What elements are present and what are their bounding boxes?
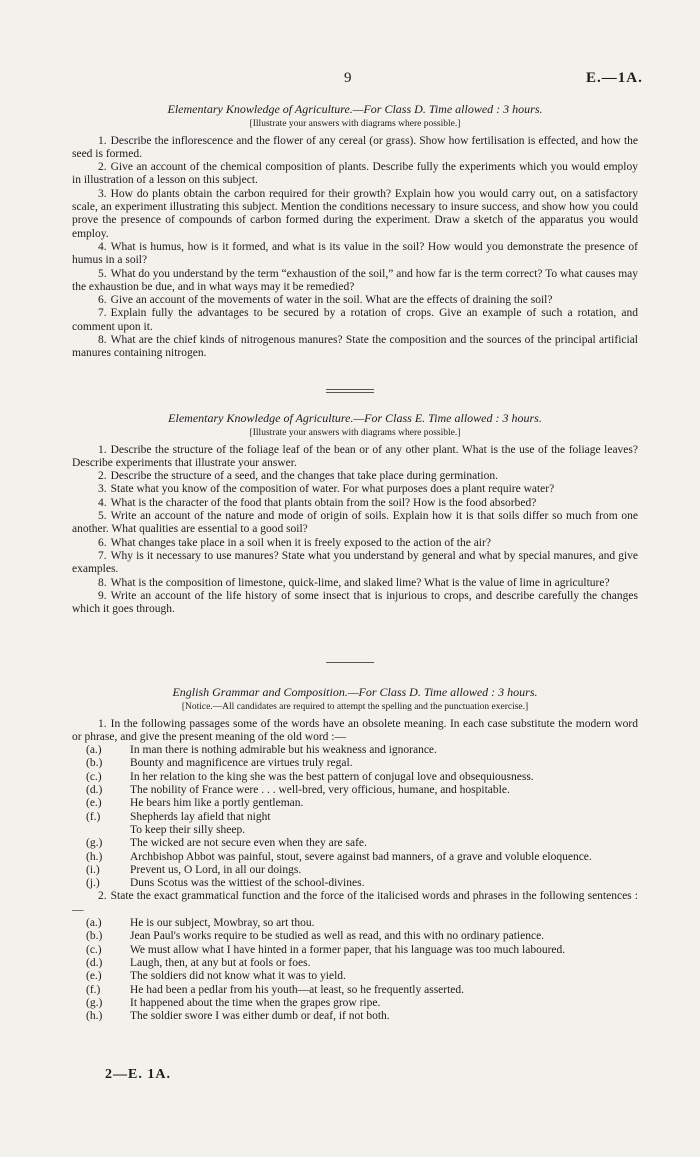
question [72,294,638,307]
question-text: In the following passages some of the words have an obsolete meaning. In each case substitute the modern word or phrase, and give the present meaning of the old word :— [72,717,638,743]
sub-item-text: It happened about the time when the grapes grow ripe. [130,996,381,1009]
section-title: Elementary Knowledge of Agriculture.—For Class E. Time allowed : 3 hours. [168,411,542,425]
question-text: What changes take place in a soil when it is freely exposed to the action of the air? [110,536,491,549]
sub-item [86,970,638,983]
question [72,161,638,188]
sub-item-label: (b.) [86,930,103,943]
sub-item-label: (b.) [86,757,103,770]
sub-item-text: The wicked are not secure even when they are safe. [130,837,367,850]
sub-item-text: Shepherds lay afield that night [130,810,271,823]
question [72,537,638,550]
print-signature: 2—E. 1A. [105,1067,171,1082]
question [72,577,638,590]
question-number: 5. [98,510,107,523]
question [72,550,638,577]
sub-item-text: In man there is nothing admirable but his weakness and ignorance. [130,744,437,757]
question [72,334,638,361]
sub-item-label: (e.) [86,797,102,810]
question-number: 7. [98,307,107,320]
sub-item-label: (j.) [86,877,100,890]
question [72,890,638,917]
sub-item-label: (i.) [86,863,100,876]
sub-item-label: (h.) [86,1010,103,1023]
question [72,718,638,745]
question-text: What do you understand by the term “exhaustion of the soil,” and how far is the term correct? To what causes may the exhaustion be due, and in what ways may it be remedied? [72,267,638,293]
question-text: What is the character of the food that plants obtain from the soil? How is the food absorbed? [110,496,537,509]
question-text: Why is it necessary to use manures? State what you understand by general and what by special manures, and give examples. [72,549,638,576]
question-number: 8. [98,576,107,589]
question-text: State what you know of the composition of water. For what purposes does a plant require water? [110,483,555,496]
section-english-grammar-class-d [72,686,638,1023]
sub-item-text: Archbishop Abbot was painful, stout, severe against bad manners, of a grave and voluble eloquence. [130,850,592,863]
sub-item-text: In her relation to the king she was the best pattern of conjugal love and obsequiousness. [130,770,534,783]
sub-item-text: Bounty and magnificence are virtues truly regal. [130,757,353,770]
sub-item-label: (c.) [86,943,102,956]
question [72,307,638,334]
question-text: Write an account of the nature and mode of origin of soils. Explain how it is that soils differ so much from one another. What qualities are essential to a good soil? [72,510,638,536]
question-number: 6. [98,536,107,549]
question-number: 5. [98,267,107,280]
sub-item [86,930,638,943]
question [72,510,638,537]
sub-item-text: He had been a pedlar from his youth—at least, so he frequently asserted. [130,983,465,996]
sub-item-label: (f.) [86,810,101,823]
sub-item [86,983,638,997]
sub-item-continuation: To keep their silly sheep. [130,823,246,836]
sub-item-label: (g.) [86,837,103,850]
question-number: 2. [98,161,107,174]
question-text: Describe the structure of the foliage leaf of the bean or of any other plant. What is the use of the foliage leaves? Describe experiments that illustrate your answer. [72,443,638,469]
sub-item-text: The soldiers did not know what it was to yield. [130,970,346,983]
sub-item-text: The nobility of France were . . . well-bred, very officious, humane, and hospitable. [130,784,510,797]
sub-item-label: (a.) [86,917,102,930]
question-text: What is the composition of limestone, quick-lime, and slaked lime? What is the value of lime in agriculture? [110,576,610,589]
question-number: 1. [98,134,107,147]
sub-item [86,770,638,784]
question-text: Explain fully the advantages to be secured by a rotation of crops. Give an example of such a rotation, and comment upon it. [72,307,638,333]
question-text: Give an account of the chemical composition of plants. Describe fully the experiments which you would employ in illustration of a lesson on this subject. [72,161,638,187]
sub-item-text: Jean Paul's works require to be studied as well as read, and this with no ordinary patience. [130,930,545,943]
question [72,188,638,241]
question-text: What is humus, how is it formed, and what is its value in the soil? How would you demonstrate the presence of humus in a soil? [72,240,638,267]
sub-item-text: Laugh, then, at any but at fools or foes. [130,956,311,969]
question-number: 6. [98,294,107,307]
section-agriculture-class-e [72,412,638,616]
section-divider [326,389,374,393]
sub-item-text: He is our subject, Mowbray, so art thou. [130,917,315,930]
section-title: English Grammar and Composition.—For Class D. Time allowed : 3 hours. [172,685,538,699]
question-number: 3. [98,483,107,496]
sub-item [86,797,638,810]
question-number: 3. [98,187,107,200]
question-text: Describe the inflorescence and the flower of any cereal (or grass). Show how fertilisation is effected, and how the seed is formed. [72,134,638,160]
question [72,268,638,295]
sub-item [86,917,638,930]
question [72,135,638,162]
question-number: 4. [98,240,107,253]
question-number: 2. [98,890,107,903]
sub-item [86,956,638,970]
section-note: [Notice.—All candidates are required to attempt the spelling and the punctuation exercise.] [181,702,529,713]
sub-item [86,837,638,850]
document-code: E.—1A. [586,70,643,86]
question-number: 2. [98,470,107,483]
section-note: [Illustrate your answers with diagrams where possible.] [249,119,461,130]
question [72,470,638,483]
question [72,590,638,617]
question-number: 7. [98,549,107,562]
page-number: 9 [344,70,352,86]
question-text: Write an account of the life history of some insect that is injurious to crops, and describe carefully the changes which it goes through. [72,589,638,616]
sub-item [86,996,638,1010]
question [72,483,638,496]
sub-item-text: We must allow what I have hinted in a former paper, that his language was too much laboured. [130,943,566,956]
sub-item [86,810,638,824]
sub-item [86,757,638,770]
section-title: Elementary Knowledge of Agriculture.—For Class D. Time allowed : 3 hours. [167,102,543,116]
sub-item-text: The soldier swore I was either dumb or deaf, if not both. [130,1010,390,1023]
sub-item [86,784,638,797]
sub-item-text: Prevent us, O Lord, in all our doings. [130,863,302,876]
sub-item [86,1010,638,1023]
section-divider [326,662,374,663]
question-text: What are the chief kinds of nitrogenous manures? State the composition and the sources of the principal artificial manures containing nitrogen. [72,334,638,360]
sub-item [86,744,638,757]
sub-item-text: Duns Scotus was the wittiest of the school-divines. [130,877,365,890]
question-text: How do plants obtain the carbon required for their growth? Explain how you would carry out, on a satisfactory scale, an experiment illustrating this subject. Mention the conditions necessary to insure success, and show how you could prove the presence of compounds of carbon formed during the experiment. Draw a sketch of the apparatus you would employ. [72,187,638,240]
question-text: Give an account of the movements of water in the soil. What are the effects of draining the soil? [110,294,553,307]
sub-item [86,863,638,877]
question-text: State the exact grammatical function and the force of the italicised words and phrases in the following sentences :— [72,890,638,916]
question-number: 4. [98,496,107,509]
sub-item-label: (e.) [86,970,102,983]
sub-item-label: (d.) [86,784,103,797]
section-agriculture-class-d [72,103,638,361]
question-number: 1. [98,717,107,730]
question-number: 8. [98,334,107,347]
question [72,241,638,268]
sub-item-label: (d.) [86,956,103,969]
sub-item-label: (f.) [86,983,101,996]
sub-item-label: (h.) [86,850,103,863]
sub-item-text: He bears him like a portly gentleman. [130,797,304,810]
question-number: 1. [98,443,107,456]
question [72,444,638,471]
sub-item [86,943,638,957]
question-number: 9. [98,589,107,602]
sub-item [86,877,638,890]
section-note: [Illustrate your answers with diagrams where possible.] [249,428,461,439]
sub-item [86,850,638,864]
sub-item-label: (c.) [86,770,102,783]
question-text: Describe the structure of a seed, and the changes that take place during germination. [110,470,498,483]
question [72,497,638,510]
sub-item-label: (a.) [86,744,102,757]
sub-item-label: (g.) [86,996,103,1009]
